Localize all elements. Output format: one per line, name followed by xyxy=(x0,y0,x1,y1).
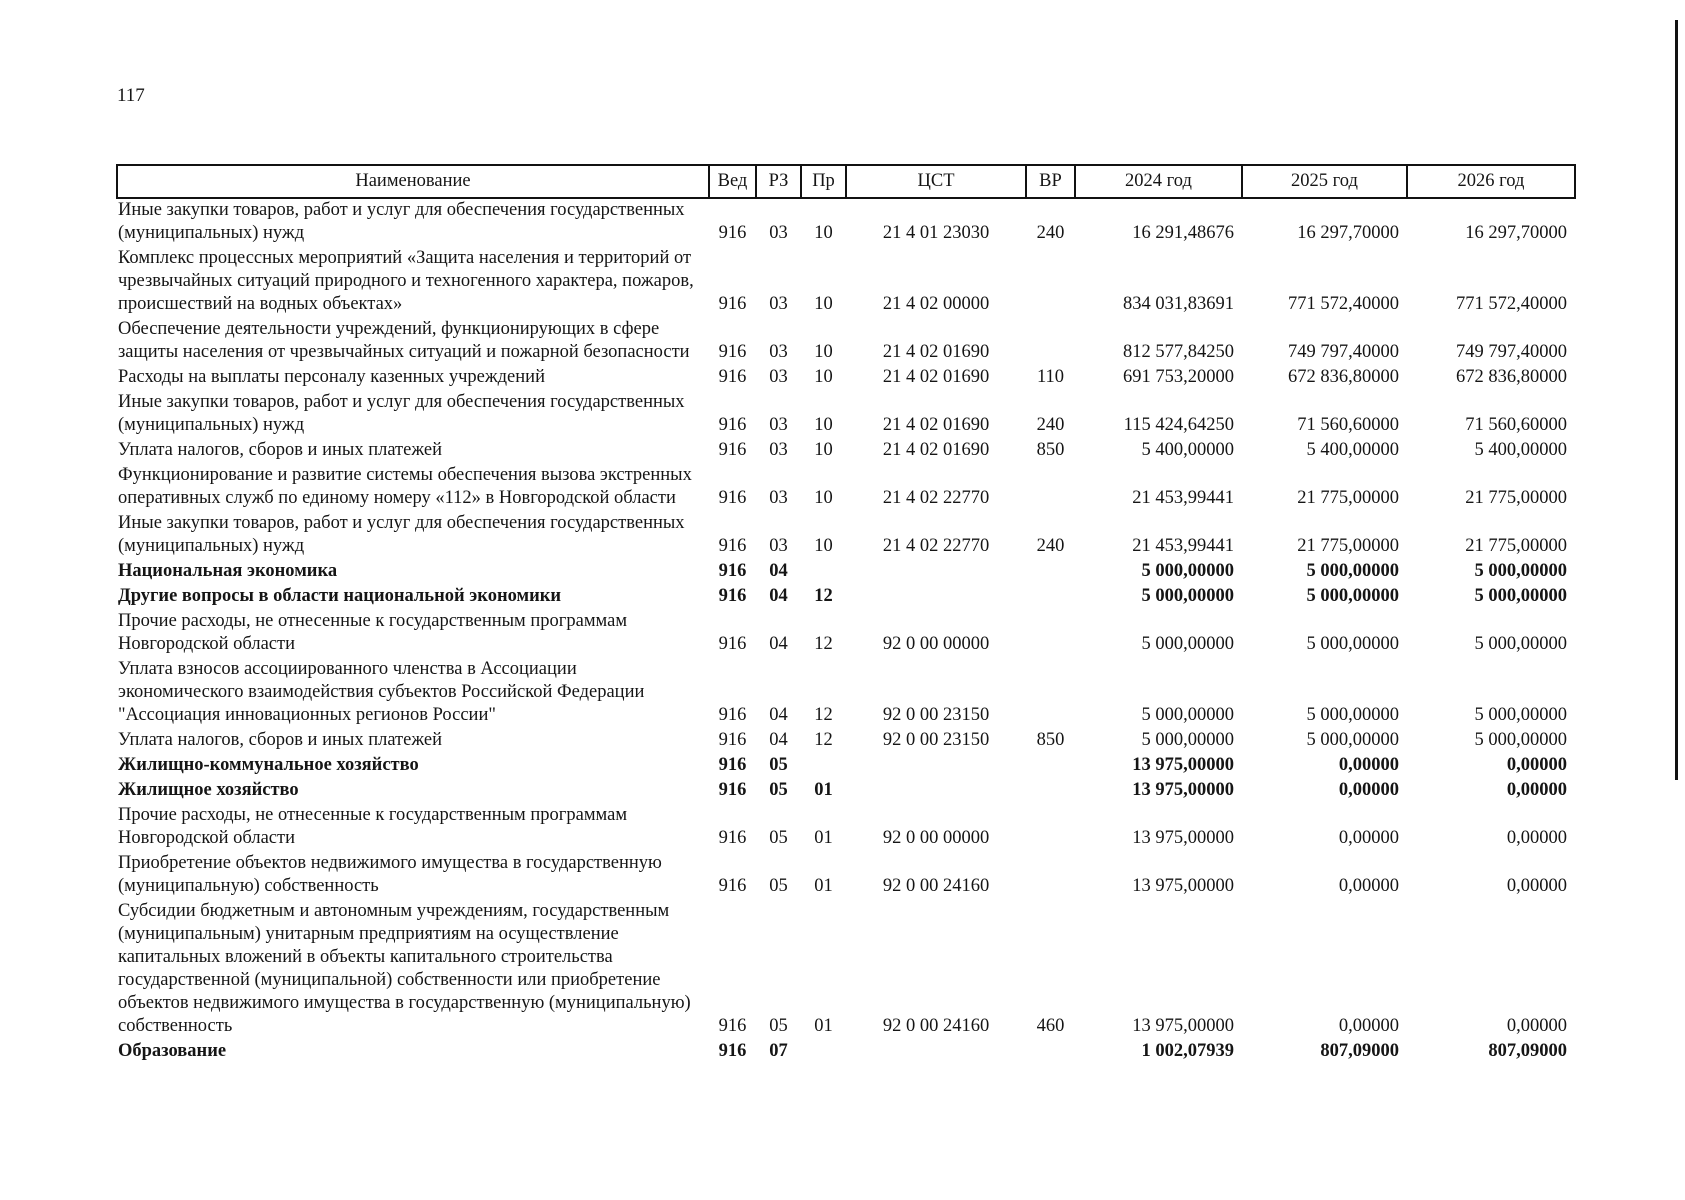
table-row xyxy=(117,729,1575,754)
cell-ved: 916 xyxy=(718,367,747,387)
cell-pr: 01 xyxy=(814,780,833,800)
cell-y2025: 672 836,80000 xyxy=(1288,367,1399,387)
cell-vr: 240 xyxy=(1036,223,1065,243)
cell-ved: 916 xyxy=(718,730,747,750)
cell-cst: 21 4 02 01690 xyxy=(882,342,990,362)
cell-rz: 03 xyxy=(769,415,788,435)
header-2026: 2026 год xyxy=(1407,165,1575,198)
cell-y2026: 5 000,00000 xyxy=(1474,586,1567,606)
cell-vr xyxy=(1026,464,1075,512)
cell-name: Уплата налогов, сборов и иных платежей xyxy=(118,730,443,750)
cell-pr: 01 xyxy=(814,828,833,848)
cell-cst: 21 4 02 01690 xyxy=(882,415,990,435)
cell-y2025: 0,00000 xyxy=(1338,876,1399,896)
cell-name: Образование xyxy=(118,1041,227,1061)
table-row xyxy=(117,804,1575,852)
cell-y2026: 0,00000 xyxy=(1506,780,1567,800)
cell-name: Иные закупки товаров, работ и услуг для обеспечения государственных (муниципальных) нужд xyxy=(118,392,685,435)
cell-vr xyxy=(1026,585,1075,610)
cell-y2024: 21 453,99441 xyxy=(1132,488,1234,508)
cell-cst xyxy=(846,560,1026,585)
cell-cst: 92 0 00 24160 xyxy=(882,876,990,896)
cell-y2025: 807,09000 xyxy=(1320,1041,1399,1061)
cell-y2026: 0,00000 xyxy=(1506,1016,1567,1036)
cell-cst xyxy=(846,754,1026,779)
cell-ved: 916 xyxy=(718,440,747,460)
cell-vr xyxy=(1026,804,1075,852)
cell-y2025: 5 000,00000 xyxy=(1306,586,1399,606)
header-row xyxy=(117,165,1575,198)
budget-table-container xyxy=(116,164,1574,1065)
table-row xyxy=(117,585,1575,610)
header-ved: Вед xyxy=(709,165,756,198)
cell-ved: 916 xyxy=(718,342,747,362)
header-cst: ЦСТ xyxy=(846,165,1026,198)
cell-y2025: 21 775,00000 xyxy=(1297,488,1399,508)
cell-y2024: 13 975,00000 xyxy=(1132,780,1234,800)
cell-rz: 05 xyxy=(769,755,788,775)
cell-pr: 10 xyxy=(814,294,833,314)
cell-cst xyxy=(846,779,1026,804)
cell-ved: 916 xyxy=(718,634,747,654)
cell-vr: 240 xyxy=(1036,536,1065,556)
table-header xyxy=(117,165,1575,198)
cell-ved: 916 xyxy=(718,223,747,243)
cell-y2024: 834 031,83691 xyxy=(1123,294,1234,314)
cell-y2026: 16 297,70000 xyxy=(1465,223,1567,243)
table-row xyxy=(117,318,1575,366)
cell-rz: 03 xyxy=(769,342,788,362)
cell-ved: 916 xyxy=(718,828,747,848)
cell-vr xyxy=(1026,852,1075,900)
cell-y2024: 16 291,48676 xyxy=(1132,223,1234,243)
cell-vr xyxy=(1026,247,1075,318)
table-row xyxy=(117,560,1575,585)
cell-ved: 916 xyxy=(718,755,747,775)
cell-vr: 850 xyxy=(1036,730,1065,750)
cell-pr xyxy=(801,754,846,779)
cell-rz: 03 xyxy=(769,294,788,314)
cell-cst: 92 0 00 23150 xyxy=(882,705,990,725)
header-vr: ВР xyxy=(1026,165,1075,198)
cell-pr: 01 xyxy=(814,1016,833,1036)
table-row xyxy=(117,247,1575,318)
cell-y2024: 5 400,00000 xyxy=(1141,440,1234,460)
cell-cst: 92 0 00 23150 xyxy=(882,730,990,750)
table-body xyxy=(117,198,1575,1065)
cell-vr xyxy=(1026,779,1075,804)
cell-name: Прочие расходы, не отнесенные к государственным программам Новгородской области xyxy=(118,805,628,848)
cell-y2024: 115 424,64250 xyxy=(1123,415,1234,435)
table-row xyxy=(117,852,1575,900)
cell-vr xyxy=(1026,318,1075,366)
budget-table xyxy=(116,164,1576,1065)
cell-y2026: 5 000,00000 xyxy=(1474,561,1567,581)
cell-cst: 92 0 00 00000 xyxy=(882,828,990,848)
cell-y2024: 13 975,00000 xyxy=(1132,828,1234,848)
cell-ved: 916 xyxy=(718,1041,747,1061)
cell-cst: 21 4 01 23030 xyxy=(882,223,990,243)
cell-y2026: 807,09000 xyxy=(1488,1041,1567,1061)
cell-y2026: 0,00000 xyxy=(1506,876,1567,896)
cell-name: Иные закупки товаров, работ и услуг для обеспечения государственных (муниципальных) нужд xyxy=(118,513,685,556)
scan-edge-line xyxy=(1675,20,1678,780)
cell-y2026: 672 836,80000 xyxy=(1456,367,1567,387)
cell-y2025: 5 000,00000 xyxy=(1306,730,1399,750)
cell-y2026: 5 000,00000 xyxy=(1474,705,1567,725)
table-row xyxy=(117,366,1575,391)
cell-y2026: 5 000,00000 xyxy=(1474,730,1567,750)
cell-name: Другие вопросы в области национальной экономики xyxy=(118,586,562,606)
cell-y2025: 16 297,70000 xyxy=(1297,223,1399,243)
cell-pr: 12 xyxy=(814,634,833,654)
cell-y2025: 21 775,00000 xyxy=(1297,536,1399,556)
cell-rz: 04 xyxy=(769,705,788,725)
cell-name: Жилищное хозяйство xyxy=(118,780,299,800)
cell-rz: 03 xyxy=(769,536,788,556)
cell-rz: 03 xyxy=(769,488,788,508)
cell-rz: 04 xyxy=(769,634,788,654)
cell-y2026: 5 000,00000 xyxy=(1474,634,1567,654)
cell-y2025: 5 000,00000 xyxy=(1306,634,1399,654)
cell-y2025: 0,00000 xyxy=(1338,828,1399,848)
cell-vr: 460 xyxy=(1036,1016,1065,1036)
header-rz: РЗ xyxy=(756,165,801,198)
cell-name: Уплата взносов ассоциированного членства в Ассоциации экономического взаимодействия субъектов Российской Федерации "Ассоциация инновационных регионов России" xyxy=(118,659,645,725)
cell-y2026: 71 560,60000 xyxy=(1465,415,1567,435)
cell-y2026: 0,00000 xyxy=(1506,828,1567,848)
table-row xyxy=(117,658,1575,729)
cell-y2026: 21 775,00000 xyxy=(1465,536,1567,556)
cell-vr xyxy=(1026,610,1075,658)
cell-y2025: 5 400,00000 xyxy=(1306,440,1399,460)
cell-ved: 916 xyxy=(718,705,747,725)
cell-vr xyxy=(1026,1040,1075,1065)
cell-y2024: 5 000,00000 xyxy=(1141,705,1234,725)
cell-pr: 10 xyxy=(814,367,833,387)
cell-vr: 850 xyxy=(1036,440,1065,460)
cell-y2026: 749 797,40000 xyxy=(1456,342,1567,362)
cell-y2025: 5 000,00000 xyxy=(1306,561,1399,581)
cell-y2025: 749 797,40000 xyxy=(1288,342,1399,362)
header-2024: 2024 год xyxy=(1075,165,1242,198)
cell-cst: 92 0 00 24160 xyxy=(882,1016,990,1036)
cell-vr xyxy=(1026,754,1075,779)
cell-pr: 10 xyxy=(814,415,833,435)
cell-y2024: 691 753,20000 xyxy=(1123,367,1234,387)
cell-y2025: 71 560,60000 xyxy=(1297,415,1399,435)
page-number: 117 xyxy=(117,85,145,106)
cell-y2024: 1 002,07939 xyxy=(1141,1041,1234,1061)
cell-rz: 07 xyxy=(769,1041,788,1061)
cell-cst: 21 4 02 00000 xyxy=(882,294,990,314)
cell-ved: 916 xyxy=(718,561,747,581)
cell-name: Прочие расходы, не отнесенные к государственным программам Новгородской области xyxy=(118,611,628,654)
cell-y2025: 771 572,40000 xyxy=(1288,294,1399,314)
cell-rz: 03 xyxy=(769,367,788,387)
cell-cst: 21 4 02 01690 xyxy=(882,440,990,460)
cell-y2024: 5 000,00000 xyxy=(1141,586,1234,606)
cell-name: Иные закупки товаров, работ и услуг для обеспечения государственных (муниципальных) нужд xyxy=(118,200,685,243)
cell-pr xyxy=(801,1040,846,1065)
cell-ved: 916 xyxy=(718,294,747,314)
cell-ved: 916 xyxy=(718,415,747,435)
cell-vr xyxy=(1026,658,1075,729)
table-row xyxy=(117,754,1575,779)
cell-y2024: 5 000,00000 xyxy=(1141,634,1234,654)
table-row xyxy=(117,198,1575,247)
cell-y2026: 21 775,00000 xyxy=(1465,488,1567,508)
cell-rz: 04 xyxy=(769,561,788,581)
cell-name: Обеспечение деятельности учреждений, функционирующих в сфере защиты населения от чрезвычайных ситуаций и пожарной безопасности xyxy=(118,319,690,362)
cell-rz: 05 xyxy=(769,876,788,896)
cell-pr: 01 xyxy=(814,876,833,896)
table-row xyxy=(117,610,1575,658)
cell-y2026: 0,00000 xyxy=(1506,755,1567,775)
cell-name: Жилищно-коммунальное хозяйство xyxy=(118,755,419,775)
cell-y2024: 13 975,00000 xyxy=(1132,876,1234,896)
cell-rz: 04 xyxy=(769,730,788,750)
table-row xyxy=(117,512,1575,560)
cell-ved: 916 xyxy=(718,876,747,896)
cell-pr: 10 xyxy=(814,440,833,460)
cell-y2025: 5 000,00000 xyxy=(1306,705,1399,725)
cell-pr: 12 xyxy=(814,730,833,750)
cell-pr: 10 xyxy=(814,536,833,556)
header-name: Наименование xyxy=(117,165,709,198)
cell-cst: 21 4 02 01690 xyxy=(882,367,990,387)
cell-ved: 916 xyxy=(718,586,747,606)
cell-y2024: 812 577,84250 xyxy=(1123,342,1234,362)
cell-name: Субсидии бюджетным и автономным учреждениям, государственным (муниципальным) унитарным предприятиям на осуществление капитальных вложений в объекты капитального строительства государственной (муниципальной) собственности или приобретение объектов недвижимого имущества в государственную (муниципальную) собственность xyxy=(118,901,691,1036)
header-2025: 2025 год xyxy=(1242,165,1407,198)
cell-rz: 03 xyxy=(769,223,788,243)
cell-name: Приобретение объектов недвижимого имущества в государственную (муниципальную) собственность xyxy=(118,853,662,896)
table-row xyxy=(117,439,1575,464)
cell-y2024: 5 000,00000 xyxy=(1141,561,1234,581)
cell-pr: 10 xyxy=(814,223,833,243)
cell-rz: 05 xyxy=(769,828,788,848)
cell-ved: 916 xyxy=(718,488,747,508)
cell-name: Национальная экономика xyxy=(118,561,338,581)
table-row xyxy=(117,391,1575,439)
cell-rz: 04 xyxy=(769,586,788,606)
cell-ved: 916 xyxy=(718,536,747,556)
cell-y2026: 5 400,00000 xyxy=(1474,440,1567,460)
cell-y2025: 0,00000 xyxy=(1338,1016,1399,1036)
table-row xyxy=(117,900,1575,1040)
cell-y2024: 13 975,00000 xyxy=(1132,1016,1234,1036)
cell-pr: 12 xyxy=(814,705,833,725)
table-row xyxy=(117,779,1575,804)
cell-rz: 05 xyxy=(769,1016,788,1036)
cell-cst xyxy=(846,1040,1026,1065)
cell-y2024: 13 975,00000 xyxy=(1132,755,1234,775)
table-row xyxy=(117,1040,1575,1065)
cell-vr: 240 xyxy=(1036,415,1065,435)
cell-cst: 92 0 00 00000 xyxy=(882,634,990,654)
header-pr: Пр xyxy=(801,165,846,198)
cell-name: Расходы на выплаты персоналу казенных учреждений xyxy=(118,367,545,387)
cell-vr xyxy=(1026,560,1075,585)
cell-y2026: 771 572,40000 xyxy=(1456,294,1567,314)
cell-rz: 03 xyxy=(769,440,788,460)
cell-pr: 12 xyxy=(814,586,833,606)
table-row xyxy=(117,464,1575,512)
cell-pr xyxy=(801,560,846,585)
cell-name: Функционирование и развитие системы обеспечения вызова экстренных оперативных служб по единому номеру «112» в Новгородской области xyxy=(118,465,692,508)
cell-y2025: 0,00000 xyxy=(1338,755,1399,775)
cell-name: Уплата налогов, сборов и иных платежей xyxy=(118,440,443,460)
cell-y2025: 0,00000 xyxy=(1338,780,1399,800)
cell-pr: 10 xyxy=(814,342,833,362)
cell-ved: 916 xyxy=(718,780,747,800)
cell-cst: 21 4 02 22770 xyxy=(882,536,990,556)
cell-pr: 10 xyxy=(814,488,833,508)
cell-cst xyxy=(846,585,1026,610)
cell-name: Комплекс процессных мероприятий «Защита населения и территорий от чрезвычайных ситуаций природного и техногенного характера, пожаров, происшествий на водных объектах» xyxy=(118,248,694,314)
cell-vr: 110 xyxy=(1036,367,1065,387)
cell-cst: 21 4 02 22770 xyxy=(882,488,990,508)
cell-y2024: 5 000,00000 xyxy=(1141,730,1234,750)
cell-y2024: 21 453,99441 xyxy=(1132,536,1234,556)
cell-rz: 05 xyxy=(769,780,788,800)
cell-ved: 916 xyxy=(718,1016,747,1036)
